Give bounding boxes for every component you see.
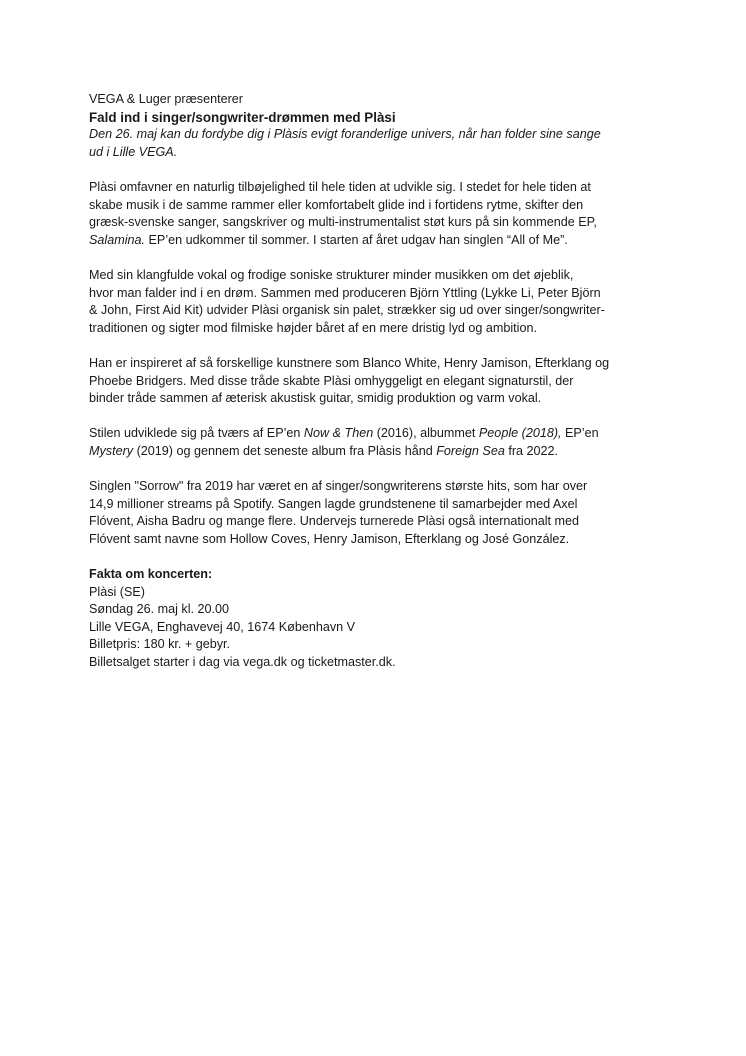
paragraph-text: EP’en udkommer til sommer. I starten af året udgav han singlen “All of Me”. [145,232,568,247]
paragraph-intro [89,179,669,249]
paragraph-line: traditionen og sigter mod filmiske højder båret af en mere dristig lyd og ambition. [89,320,537,335]
subheadline-line: Den 26. maj kan du fordybe dig i Plàsis evigt foranderlige univers, når han folder sine sange [89,127,601,142]
facts-title: Fakta om koncerten: [89,567,213,582]
paragraph-line: skabe musik i de samme rammer eller komfortabelt glide ind i fortidens rytme, skifter den [89,197,584,212]
paragraph-line [89,425,669,443]
concert-facts [89,566,669,672]
ep-title-salamina: Salamina. [89,232,146,247]
paragraph-line: hvor man falder ind i en drøm. Sammen med produceren Björn Yttling (Lykke Li, Peter Björn [89,285,601,300]
press-release [89,91,669,672]
facts-artist: Plàsi (SE) [89,584,145,599]
paragraph-line: græsk-svenske sanger, sangskriver og multi-instrumentalist støt kurs på sin kommende EP, [89,215,597,230]
paragraph-hits [89,478,669,548]
paragraph-text: fra 2022. [504,443,559,458]
ep-title-mystery: Mystery [89,443,134,458]
paragraph-line: & John, First Aid Kit) udvider Plàsi organisk sin palet, strækker sig ud over singer/songwriter- [89,303,605,318]
paragraph-line: 14,9 millioner streams på Spotify. Sangen lagde grundstenene til samarbejder med Axel [89,496,578,511]
paragraph-line [89,443,669,461]
subheadline-line: ud i Lille VEGA. [89,144,178,159]
facts-date: Søndag 26. maj kl. 20.00 [89,602,230,617]
paragraph-line: Plàsi omfavner en naturlig tilbøjelighed til hele tiden at udvikle sig. I stedet for hele tiden at [89,179,591,194]
paragraph-text: Stilen udviklede sig på tværs af EP’en [89,426,304,441]
paragraph-line: binder tråde sammen af æterisk akustisk guitar, smidig produktion og varm vokal. [89,391,542,406]
paragraph-line: Phoebe Bridgers. Med disse tråde skabte Plàsi omhyggeligt en elegant signaturstil, der [89,373,574,388]
paragraph-line [89,232,669,250]
paragraph-text: (2019) og gennem det seneste album fra Plàsis hånd [133,443,437,458]
paragraph-text: EP’en [561,426,599,441]
subheadline [89,126,669,161]
paragraph-line: Han er inspireret af så forskellige kunstnere som Blanco White, Henry Jamison, Efterklang og [89,355,610,370]
paragraph-line: Flóvent samt navne som Hollow Coves, Henry Jamison, Efterklang og José González. [89,531,570,546]
facts-price: Billetpris: 180 kr. + gebyr. [89,637,231,652]
album-title-people: People (2018), [478,426,562,441]
paragraph-inspiration [89,355,669,408]
facts-ticket-sale: Billetsalget starter i dag via vega.dk og ticketmaster.dk. [89,655,396,669]
ep-title-now-and-then: Now & Then [303,426,374,441]
paragraph-discography [89,425,669,460]
paragraph-line: Singlen "Sorrow" fra 2019 har været en af singer/songwriterens største hits, som har over [89,479,588,494]
presenter-line: VEGA & Luger præsenterer [89,92,244,106]
paragraph-line: Med sin klangfulde vokal og frodige soniske strukturer minder musikken om det øjeblik, [89,267,574,282]
paragraph-line: Flóvent, Aisha Badru og mange flere. Undervejs turnerede Plàsi også internationalt med [89,514,580,529]
paragraph-text: (2016), albummet [373,426,479,441]
album-title-foreign-sea: Foreign Sea [436,443,505,458]
headline: Fald ind i singer/songwriter-drømmen med Plàsi [89,109,396,125]
facts-venue: Lille VEGA, Enghavevej 40, 1674 København V [89,619,356,634]
paragraph-sound [89,267,669,337]
